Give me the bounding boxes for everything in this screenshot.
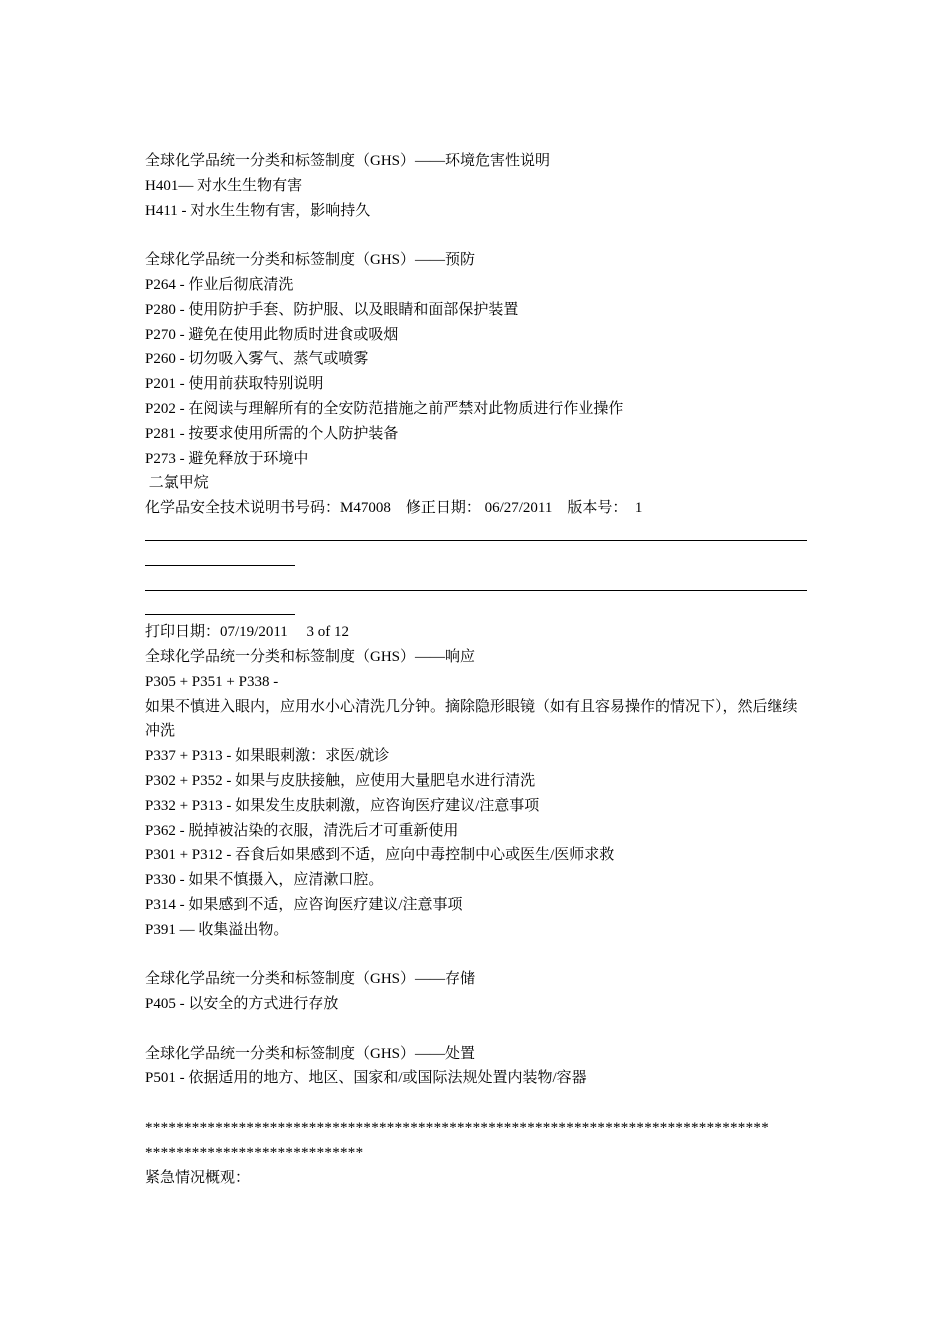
divider-line (145, 521, 810, 546)
msds-number: 化学品安全技术说明书号码：M47008 (145, 500, 391, 517)
hazard-statement: H401— 对水生生物有害 (145, 177, 303, 194)
prevention-section (145, 248, 810, 471)
precaution-statement: P280 - 使用防护手套、防护服、以及眼睛和面部保护装置 (145, 301, 519, 318)
spacer (145, 223, 810, 248)
precaution-statement: P332 + P313 - 如果发生皮肤刺激，应咨询医疗建议/注意事项 (145, 797, 540, 814)
precaution-statement: P405 - 以安全的方式进行存放 (145, 996, 339, 1013)
emergency-heading: 紧急情况概观： (145, 1169, 251, 1186)
document-meta (145, 496, 810, 521)
precaution-text: 如果不慎进入眼内，应用水小心清洗几分钟。摘除隐形眼镜（如有且容易操作的情况下），然后继续冲洗 (145, 698, 798, 740)
precaution-statement: P337 + P313 - 如果眼刺激：求医/就诊 (145, 748, 390, 765)
precaution-statement: P202 - 在阅读与理解所有的全安防范措施之前严禁对此物质进行作业操作 (145, 400, 624, 417)
star-separator: ******************************************************************************** (145, 1120, 769, 1137)
spacer (145, 943, 810, 968)
revision-date: 修正日期： 06/27/2011 (405, 500, 553, 517)
precaution-statement: P391 — 收集溢出物。 (145, 921, 289, 938)
precaution-statement: P362 - 脱掉被沾染的衣服，清洗后才可重新使用 (145, 822, 459, 839)
precaution-statement: P281 - 按要求使用所需的个人防护装备 (145, 425, 399, 442)
response-section (145, 645, 810, 943)
precaution-statement: P330 - 如果不慎摄入，应清漱口腔。 (145, 872, 384, 889)
substance-name: 二氯甲烷 (145, 475, 209, 492)
divider-line (145, 571, 810, 596)
print-date: 打印日期：07/19/2011 (145, 624, 288, 641)
print-info (145, 620, 810, 645)
precaution-statement: P501 - 依据适用的地方、地区、国家和/或国际法规处置内装物/容器 (145, 1070, 587, 1087)
storage-section (145, 967, 810, 1017)
page-number: 3 of 12 (306, 624, 350, 641)
precaution-statement: P301 + P312 - 吞食后如果感到不适，应向中毒控制中心或医生/医师求救 (145, 847, 615, 864)
prevention-heading: 全球化学品统一分类和标签制度（GHS）——预防 (145, 252, 476, 269)
response-heading: 全球化学品统一分类和标签制度（GHS）——响应 (145, 648, 476, 665)
spacer (145, 1017, 810, 1042)
version-number: 版本号： 1 (567, 500, 643, 517)
precaution-statement: P260 - 切勿吸入雾气、蒸气或喷雾 (145, 351, 369, 368)
divider-line (145, 595, 810, 620)
env-hazard-section (145, 149, 810, 223)
spacer (145, 1091, 810, 1116)
precaution-statement: P270 - 避免在使用此物质时进食或吸烟 (145, 326, 399, 343)
precaution-statement: P201 - 使用前获取特别说明 (145, 376, 324, 393)
divider-line (145, 546, 810, 571)
precaution-statement: P314 - 如果感到不适，应咨询医疗建议/注意事项 (145, 896, 463, 913)
precaution-statement: P264 - 作业后彻底清洗 (145, 276, 294, 293)
env-hazard-heading: 全球化学品统一分类和标签制度（GHS）——环境危害性说明 (145, 153, 551, 169)
precaution-code: P305 + P351 + P338 - (145, 673, 279, 690)
hazard-statement: H411 - 对水生生物有害，影响持久 (145, 202, 371, 219)
precaution-statement: P302 + P352 - 如果与皮肤接触，应使用大量肥皂水进行清洗 (145, 772, 536, 789)
precaution-statement: P273 - 避免释放于环境中 (145, 450, 309, 467)
star-separator: **************************** (145, 1144, 364, 1161)
disposal-section (145, 1042, 810, 1092)
document-page (145, 149, 810, 1190)
storage-heading: 全球化学品统一分类和标签制度（GHS）——存储 (145, 971, 476, 988)
disposal-heading: 全球化学品统一分类和标签制度（GHS）——处置 (145, 1045, 476, 1062)
